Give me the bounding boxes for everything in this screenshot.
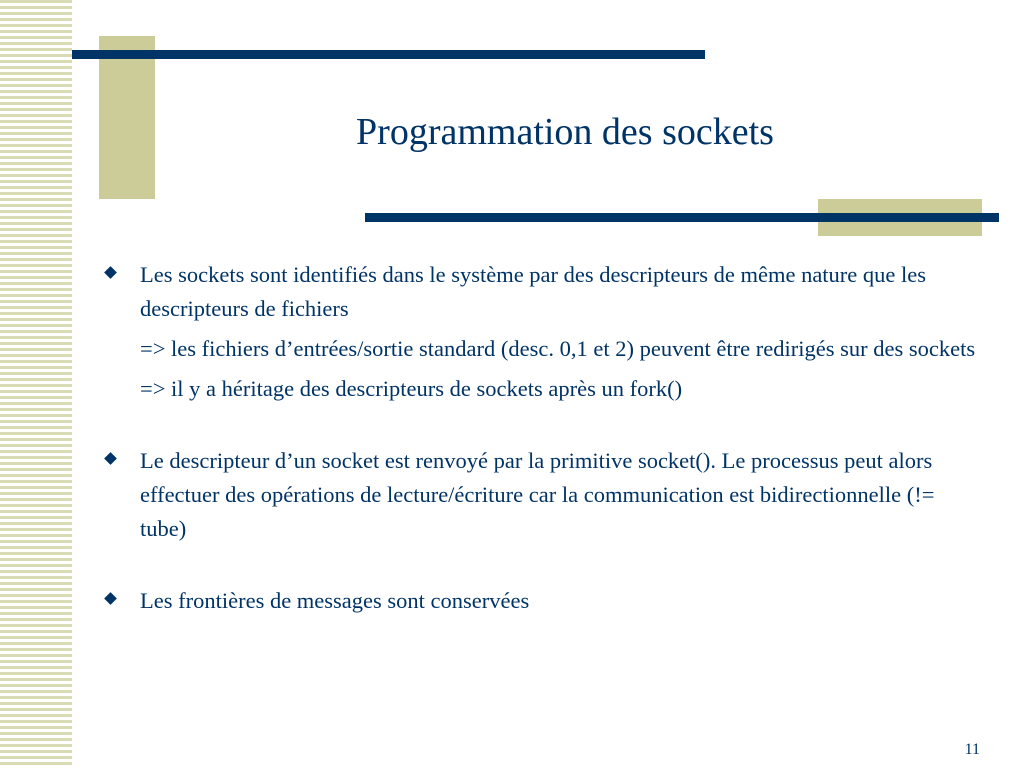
bullet-sub-line: => il y a héritage des descripteurs de sockets après un fork() xyxy=(140,376,683,401)
bullet-text: Les sockets sont identifiés dans le système par des descripteurs de même nature que les descripteurs de fichiers xyxy=(140,262,927,321)
bullet-text: Le descripteur d’un socket est renvoyé par la primitive socket(). Le processus peut alors effectuer des opérations de lecture/écriture car la communication est bidirectionnelle (!= tube) xyxy=(140,448,935,541)
bullet-text: Les frontières de messages sont conservées xyxy=(140,588,530,613)
bullet-item-3 xyxy=(104,584,984,618)
bullet-sub-line: => les fichiers d’entrées/sortie standard (desc. 0,1 et 2) peuvent être redirigés sur des sockets xyxy=(140,336,976,361)
decorative-stripes xyxy=(0,0,72,768)
slide-title: Programmation des sockets xyxy=(356,111,774,153)
slide-content xyxy=(104,258,984,618)
bullet-item-1 xyxy=(104,258,984,406)
decorative-tan-block-top xyxy=(99,36,155,199)
decorative-navy-bar-top xyxy=(72,50,705,59)
diamond-bullet-icon xyxy=(104,452,117,465)
diamond-bullet-icon xyxy=(104,266,117,279)
bullet-item-2 xyxy=(104,444,984,546)
diamond-bullet-icon xyxy=(104,592,117,605)
page-number: 11 xyxy=(964,741,980,758)
decorative-navy-bar-bottom xyxy=(365,213,999,222)
